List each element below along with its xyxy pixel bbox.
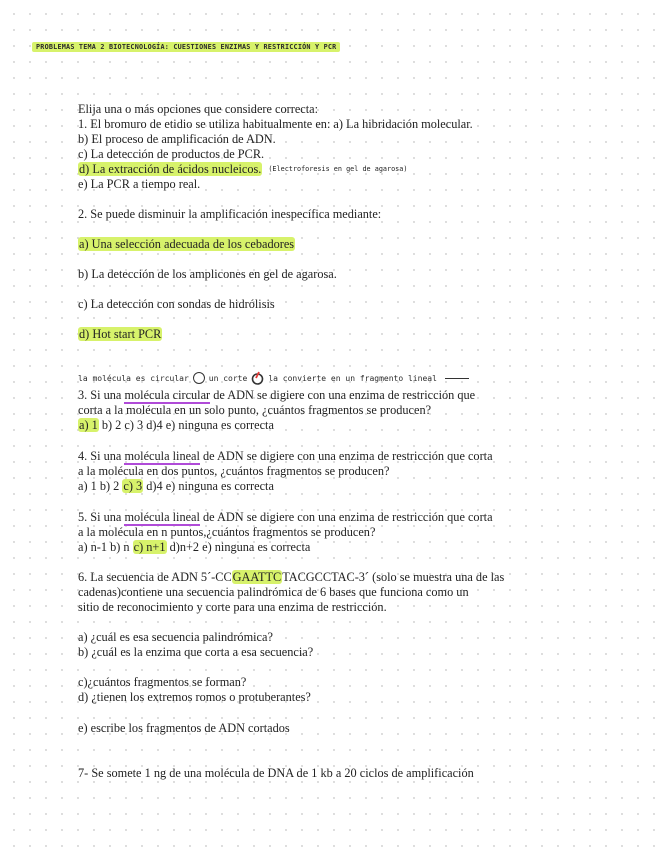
q7-stem: 7- Se somete 1 ng de una molécula de DNA de 1 kb a 20 ciclos de amplificación bbox=[78, 766, 474, 780]
q1-option-d-line bbox=[78, 162, 407, 177]
page-header: PROBLEMAS TEMA 2 BIOTECNOLOGÍA: CUESTIONES ENZIMAS Y RESTRICCIÓN Y PCR bbox=[32, 42, 340, 52]
q6-line3: sitio de reconocimiento y corte para una enzima de restricción. bbox=[78, 600, 387, 614]
q1-option-b: b) El proceso de amplificación de ADN. bbox=[78, 132, 276, 146]
q4-answer bbox=[78, 479, 274, 494]
q1-option-e: e) La PCR a tiempo real. bbox=[78, 177, 201, 191]
q1-option-c: c) La detección de productos de PCR. bbox=[78, 147, 265, 161]
q4-underlined: molécula lineal bbox=[124, 449, 200, 463]
handwritten-note-line bbox=[78, 371, 469, 385]
q5-post: de ADN se digiere con una enzima de restricción que corta bbox=[199, 510, 493, 524]
cut-circle-icon bbox=[251, 371, 264, 385]
q2-option-b: b) La detección de los amplicones en gel de agarosa. bbox=[78, 267, 337, 281]
q5-pre: 5. Si una bbox=[78, 510, 125, 524]
q6-option-c: c)¿cuántos fragmentos se forman? bbox=[78, 675, 247, 689]
q3-line1 bbox=[78, 388, 475, 403]
q1-option-d: d) La extracción de ácidos nucleicos. bbox=[79, 162, 262, 176]
q6-sequence-highlight: GAATTC bbox=[232, 570, 282, 584]
note-dash bbox=[445, 378, 469, 379]
q3-answer bbox=[78, 418, 274, 433]
q5-answer-highlight: c) n+1 bbox=[133, 540, 166, 554]
q2-option-c: c) La detección con sondas de hidrólisis bbox=[78, 297, 275, 311]
q6-option-a: a) ¿cuál es esa secuencia palindrómica? bbox=[78, 630, 273, 644]
q2-stem: 2. Se puede disminuir la amplificación inespecífica mediante: bbox=[78, 207, 382, 221]
q3-answer-highlight: a) 1 bbox=[79, 418, 98, 432]
q4-answer-post: d)4 e) ninguna es correcta bbox=[143, 479, 274, 493]
q4-pre: 4. Si una bbox=[78, 449, 125, 463]
q2-option-a: a) Una selección adecuada de los cebadores bbox=[79, 237, 295, 251]
q5-answer-pre: a) n-1 b) n bbox=[78, 540, 133, 554]
q5-answer bbox=[78, 540, 310, 555]
q6-line1 bbox=[78, 570, 504, 585]
q5-line2: a la molécula en n puntos,¿cuántos fragmentos se producen? bbox=[78, 525, 376, 539]
q4-line1 bbox=[78, 449, 493, 464]
q5-answer-post: d)n+2 e) ninguna es correcta bbox=[166, 540, 311, 554]
q1-handwritten-note: (Electroforesis en gel de agarosa) bbox=[268, 165, 408, 173]
q6-option-d: d) ¿tienen los extremos romos o protuberantes? bbox=[78, 690, 311, 704]
q3-pre: 3. Si una bbox=[78, 388, 125, 402]
q4-line2: a la molécula en dos puntos, ¿cuántos fragmentos se producen? bbox=[78, 464, 390, 478]
q6-option-e: e) escribe los fragmentos de ADN cortados bbox=[78, 721, 290, 735]
q1-intro: Elija una o más opciones que considere correcta: bbox=[78, 102, 319, 116]
q3-answer-rest: b) 2 c) 3 d)4 e) ninguna es correcta bbox=[98, 418, 274, 432]
q3-underlined: molécula circular bbox=[124, 388, 211, 402]
q4-answer-highlight: c) 3 bbox=[123, 479, 143, 493]
q4-post: de ADN se digiere con una enzima de restricción que corta bbox=[199, 449, 493, 463]
q6-pre: 6. La secuencia de ADN 5´-CC bbox=[78, 570, 232, 584]
q6-post: TACGCCTAC-3´ (solo se muestra una de las bbox=[282, 570, 505, 584]
q5-underlined: molécula lineal bbox=[124, 510, 200, 524]
q3-line2: corta a la molécula en un solo punto, ¿cuántos fragmentos se producen? bbox=[78, 403, 432, 417]
q2-option-d-line bbox=[78, 327, 162, 342]
q2-option-a-line bbox=[78, 237, 295, 252]
q3-post: de ADN se digiere con una enzima de restricción que bbox=[210, 388, 476, 402]
q2-option-d: d) Hot start PCR bbox=[79, 327, 162, 341]
circle-icon bbox=[193, 372, 205, 384]
q6-line2: cadenas)contiene una secuencia palindrómica de 6 bases que funciona como un bbox=[78, 585, 469, 599]
note-part3: la convierte en un fragmento lineal bbox=[268, 373, 437, 383]
q1-stem: 1. El bromuro de etidio se utiliza habitualmente en: a) La hibridación molecular. bbox=[78, 117, 473, 131]
q5-line1 bbox=[78, 510, 493, 525]
note-part2: un corte bbox=[208, 373, 248, 383]
note-part1: la molécula es circular bbox=[78, 373, 189, 383]
q6-option-b: b) ¿cuál es la enzima que corta a esa secuencia? bbox=[78, 645, 314, 659]
q4-answer-pre: a) 1 b) 2 bbox=[78, 479, 123, 493]
